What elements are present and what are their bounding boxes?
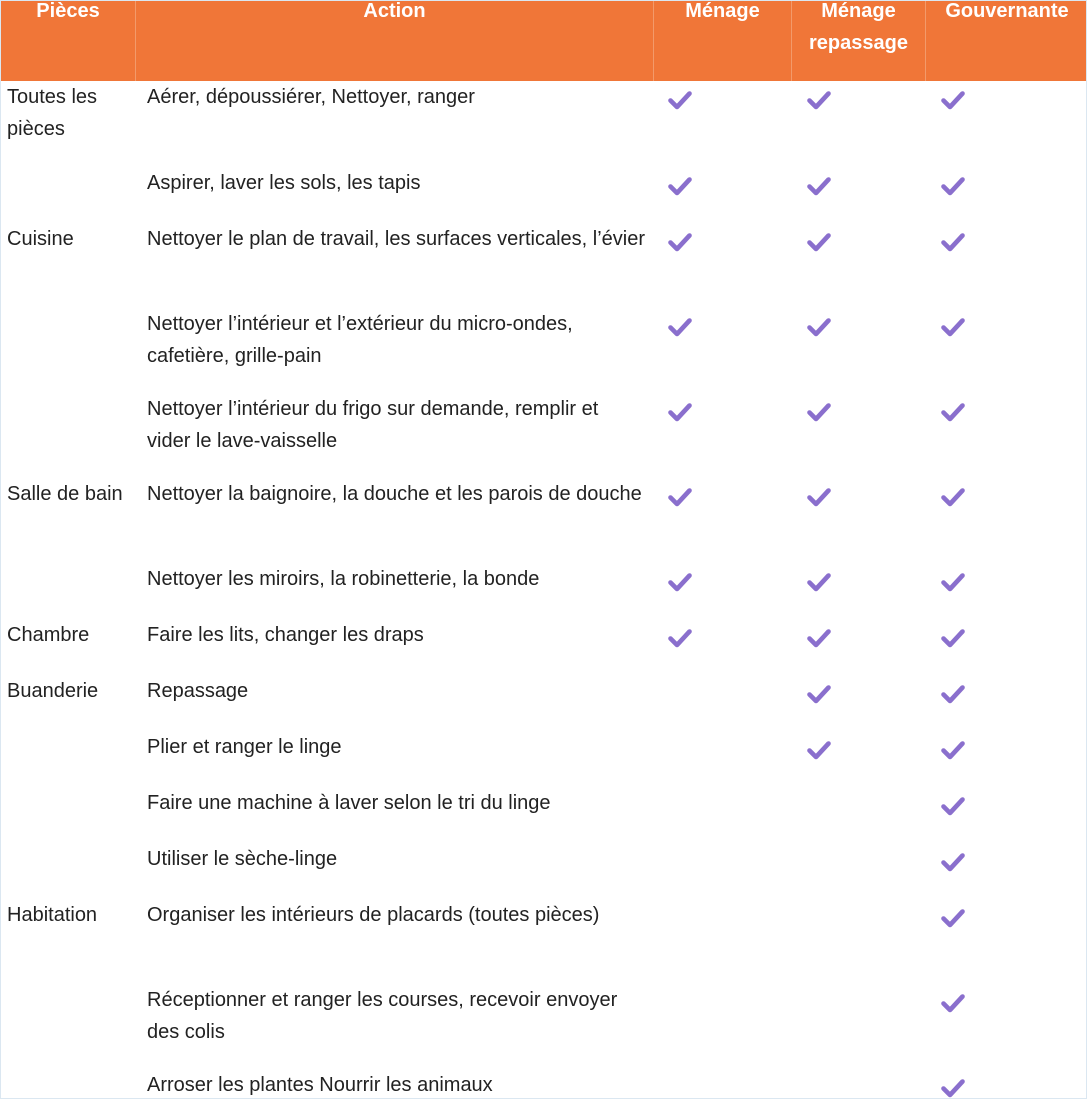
menage-repassage-check-icon <box>807 175 831 197</box>
action-cell: Nettoyer l’intérieur du frigo sur demande, remplir et vider le lave-vaisselle <box>147 398 599 452</box>
action-cell: Repassage <box>147 680 249 702</box>
menage-repassage-check-icon <box>807 739 831 761</box>
action-cell: Utiliser le sèche-linge <box>147 848 338 870</box>
action-cell: Faire les lits, changer les draps <box>147 624 424 646</box>
action-cell: Aspirer, laver les sols, les tapis <box>147 172 421 194</box>
menage-check-icon <box>668 89 692 111</box>
menage-repassage-check-icon <box>807 401 831 423</box>
room-cell: Toutes les pièces <box>7 86 98 140</box>
menage-check-icon <box>668 175 692 197</box>
room-cell: Buanderie <box>7 680 99 702</box>
action-cell: Faire une machine à laver selon le tri du linge <box>147 792 551 814</box>
menage-check-icon <box>668 571 692 593</box>
menage-check-icon <box>668 231 692 253</box>
menage-repassage-check-icon <box>807 89 831 111</box>
gouvernante-check-icon <box>941 907 965 929</box>
header-gouvernante: Gouvernante <box>945 0 1069 22</box>
action-cell: Nettoyer le plan de travail, les surfaces verticales, l’évier <box>147 228 645 250</box>
menage-repassage-check-icon <box>807 231 831 253</box>
header-menage-repassage <box>792 0 925 75</box>
room-cell: Salle de bain <box>7 483 123 505</box>
gouvernante-check-icon <box>941 401 965 423</box>
gouvernante-check-icon <box>941 992 965 1014</box>
menage-check-icon <box>668 627 692 649</box>
gouvernante-check-icon <box>941 89 965 111</box>
gouvernante-check-icon <box>941 795 965 817</box>
header-rooms: Pièces <box>36 0 100 22</box>
menage-repassage-check-icon <box>807 627 831 649</box>
gouvernante-check-icon <box>941 231 965 253</box>
menage-repassage-check-icon <box>807 316 831 338</box>
action-cell: Réceptionner et ranger les courses, recevoir envoyer des colis <box>147 989 618 1043</box>
action-cell: Aérer, dépoussiérer, Nettoyer, ranger <box>147 86 475 108</box>
menage-repassage-check-icon <box>807 571 831 593</box>
room-cell: Cuisine <box>7 228 74 250</box>
action-cell: Organiser les intérieurs de placards (toutes pièces) <box>147 904 600 926</box>
table-header <box>1 1 1087 81</box>
room-cell: Chambre <box>7 624 90 646</box>
menage-check-icon <box>668 401 692 423</box>
gouvernante-check-icon <box>941 316 965 338</box>
gouvernante-check-icon <box>941 175 965 197</box>
gouvernante-check-icon <box>941 486 965 508</box>
gouvernante-check-icon <box>941 627 965 649</box>
action-cell: Nettoyer la baignoire, la douche et les parois de douche <box>147 483 642 505</box>
action-cell: Nettoyer l’intérieur et l’extérieur du micro-ondes, cafetière, grille-pain <box>147 313 573 367</box>
gouvernante-check-icon <box>941 683 965 705</box>
header-menage: Ménage <box>685 0 760 22</box>
header-action: Action <box>363 0 426 22</box>
action-cell: Nettoyer les miroirs, la robinetterie, la bonde <box>147 568 540 590</box>
action-cell: Arroser les plantes Nourrir les animaux <box>147 1074 493 1096</box>
menage-repassage-check-icon <box>807 683 831 705</box>
menage-check-icon <box>668 316 692 338</box>
room-cell: Habitation <box>7 904 98 926</box>
gouvernante-check-icon <box>941 571 965 593</box>
header-menage-repassage-line2: repassage <box>809 32 908 54</box>
header-menage-repassage-line1: Ménage <box>821 0 896 22</box>
menage-check-icon <box>668 486 692 508</box>
menage-repassage-check-icon <box>807 486 831 508</box>
gouvernante-check-icon <box>941 739 965 761</box>
gouvernante-check-icon <box>941 1077 965 1099</box>
action-cell: Plier et ranger le linge <box>147 736 342 758</box>
gouvernante-check-icon <box>941 851 965 873</box>
